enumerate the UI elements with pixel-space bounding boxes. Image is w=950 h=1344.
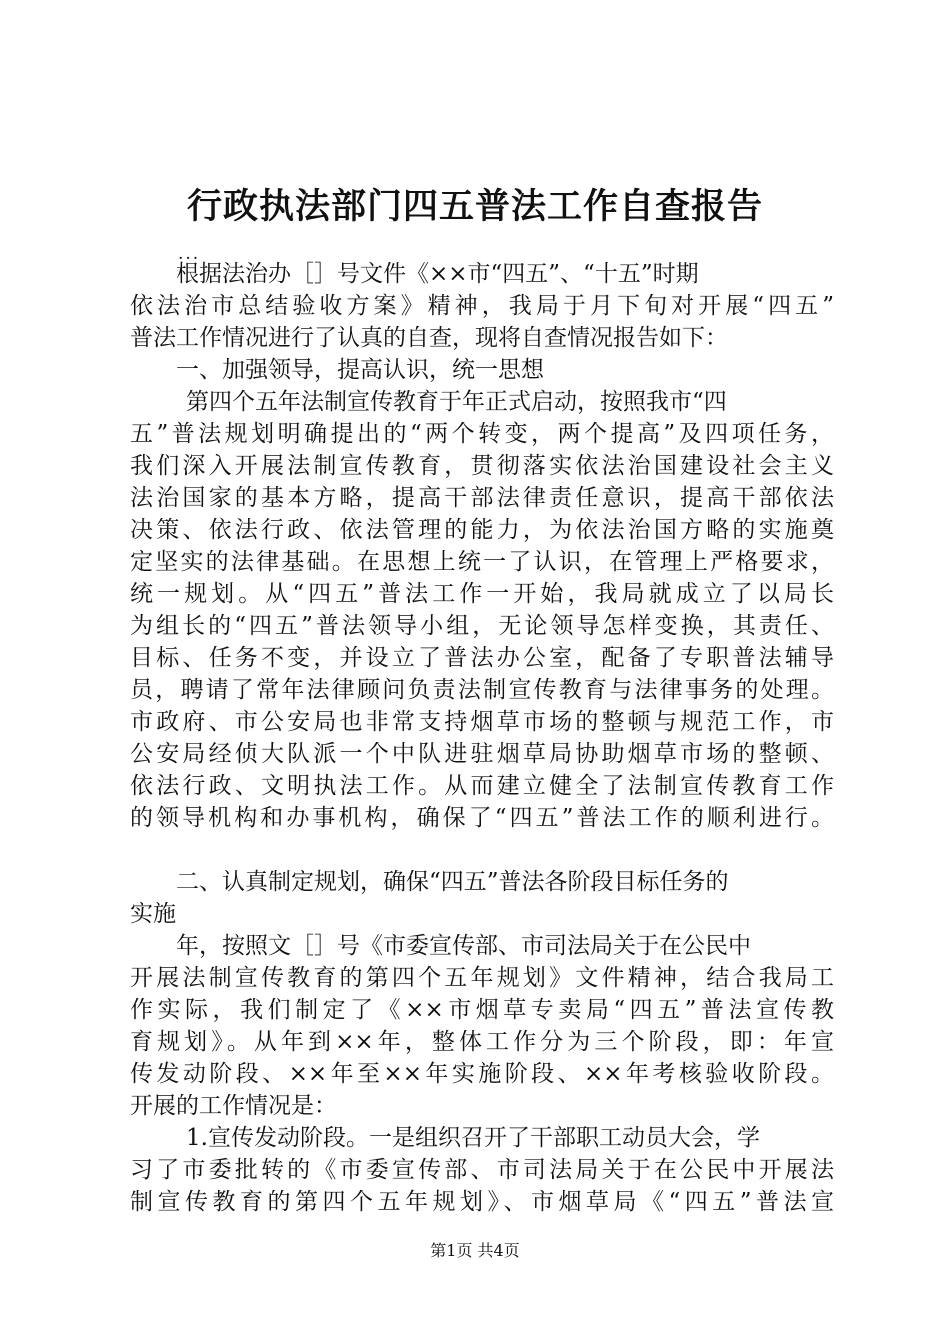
section-heading: 二、认真制定规划，确保“四五”普法各阶段目标任务的 <box>176 869 729 895</box>
paragraph-line: 依法治市总结验收方案》精神，我局于月下旬对开展“四五” <box>130 293 834 319</box>
paragraph-line: 开展法制宣传教育的第四个五年规划》文件精神，结合我局工 <box>130 965 834 991</box>
paragraph-line: 员，聘请了常年法律顾问负责法制宣传教育与法律事务的处理。 <box>130 677 834 703</box>
paragraph-line: 目标、任务不变，并设立了普法办公室，配备了专职普法辅导 <box>130 645 834 671</box>
paragraph-line: 公安局经侦大队派一个中队进驻烟草局协助烟草市场的整顿、 <box>130 741 834 767</box>
paragraph-line: 作实际，我们制定了《××市烟草专卖局“四五”普法宣传教 <box>130 997 834 1023</box>
paragraph-line: 习了市委批转的《市委宣传部、市司法局关于在公民中开展法 <box>130 1157 834 1183</box>
ellipsis-mark: ... <box>178 244 201 264</box>
paragraph-line: 的领导机构和办事机构，确保了“四五”普法工作的顺利进行。 <box>130 805 834 831</box>
section-heading: 一、加强领导，提高认识，统一思想 <box>176 357 544 383</box>
paragraph-line: 我们深入开展法制宣传教育，贯彻落实依法治国建设社会主义 <box>130 453 834 479</box>
paragraph-line: 育规划》。从年到××年，整体工作分为三个阶段，即：年宣 <box>130 1029 834 1055</box>
paragraph-line: 五”普法规划明确提出的“两个转变，两个提高”及四项任务， <box>130 421 834 447</box>
blank-line <box>130 834 834 866</box>
paragraph-line: 定坚实的法律基础。在思想上统一了认识，在管理上严格要求， <box>130 549 834 575</box>
section-heading-continued: 实施 <box>130 901 176 927</box>
paragraph-line: 根据法治办［］号文件《××市“四五”、“十五”时期 <box>176 261 699 287</box>
paragraph-line: 制宣传教育的第四个五年规划》、市烟草局《“四五”普法宣 <box>130 1189 834 1215</box>
paragraph-line: 统一规划。从“四五”普法工作一开始，我局就成立了以局长 <box>130 581 834 607</box>
paragraph-line: 为组长的“四五”普法领导小组，无论领导怎样变换，其责任、 <box>130 613 834 639</box>
paragraph-line: 第四个五年法制宣传教育于年正式启动，按照我市“四 <box>186 389 727 415</box>
paragraph-line: 开展的工作情况是： <box>130 1093 337 1119</box>
paragraph-line: 1.宣传发动阶段。一是组织召开了干部职工动员大会，学 <box>186 1125 760 1151</box>
document-title: 行政执法部门四五普法工作自查报告 <box>186 186 763 227</box>
paragraph-line: 年，按照文［］号《市委宣传部、市司法局关于在公民中 <box>176 933 751 959</box>
document-body <box>130 258 834 1218</box>
paragraph-line: 法治国家的基本方略，提高干部法律责任意识，提高干部依法 <box>130 485 834 511</box>
paragraph-line: 传发动阶段、××年至××年实施阶段、××年考核验收阶段。 <box>130 1061 834 1087</box>
paragraph-line: 依法行政、文明执法工作。从而建立健全了法制宣传教育工作 <box>130 773 834 799</box>
page-number-footer: 第1页 共4页 <box>430 1241 520 1260</box>
paragraph-line: 普法工作情况进行了认真的自查，现将自查情况报告如下： <box>130 325 728 351</box>
paragraph-line: 决策、依法行政、依法管理的能力，为依法治国方略的实施奠 <box>130 517 834 543</box>
paragraph-line: 市政府、市公安局也非常支持烟草市场的整顿与规范工作，市 <box>130 709 834 735</box>
